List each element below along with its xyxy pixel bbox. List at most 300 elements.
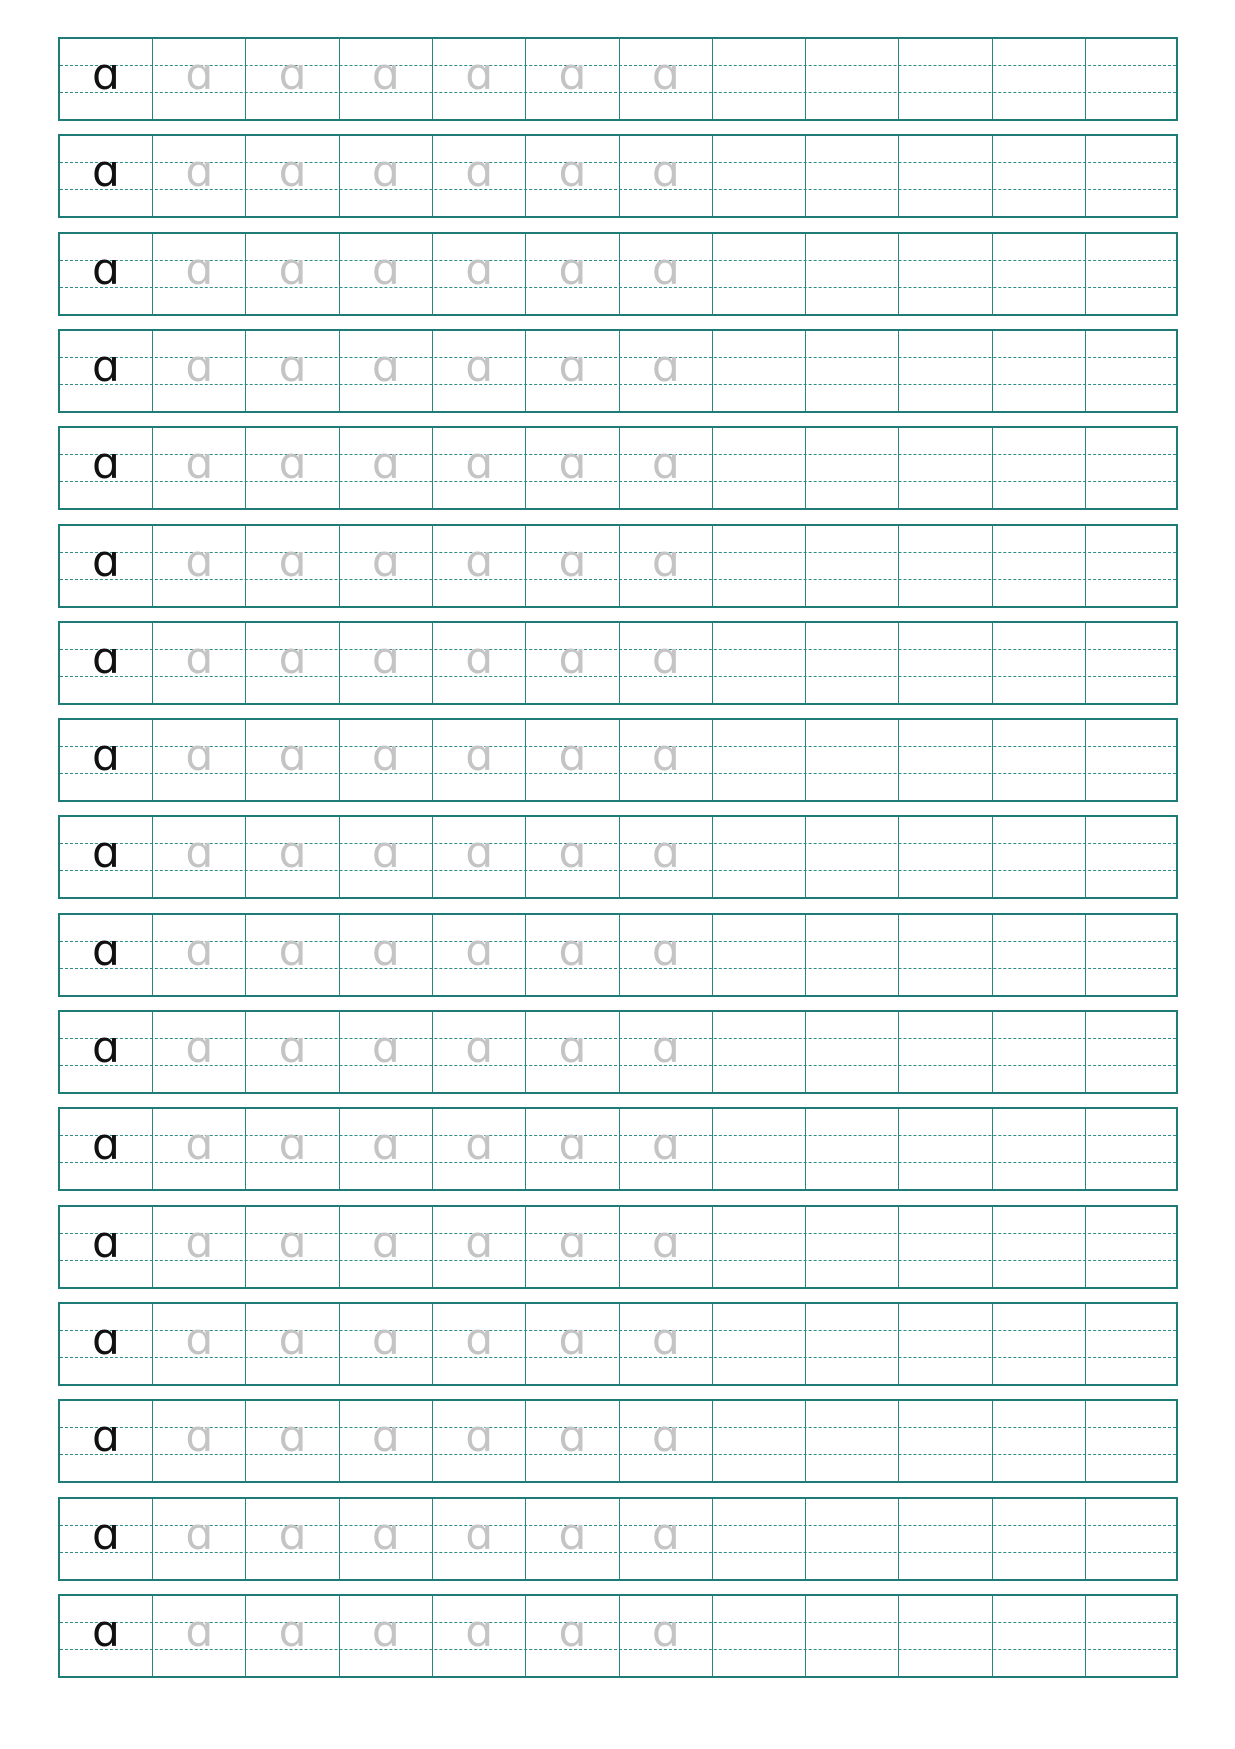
trace-letter: ɑ <box>558 632 587 684</box>
blank-cell <box>993 39 1086 119</box>
trace-letter: ɑ <box>371 632 400 684</box>
model-letter: ɑ <box>92 438 120 490</box>
blank-cell <box>900 136 993 216</box>
practice-row <box>58 1107 1178 1191</box>
trace-letter: ɑ <box>558 1216 587 1268</box>
trace-letter: ɑ <box>185 535 214 587</box>
trace-letter: ɑ <box>465 49 494 100</box>
model-letter: ɑ <box>92 1022 120 1073</box>
blank-cell <box>713 1207 806 1287</box>
blank-cell <box>806 1596 899 1676</box>
trace-letter: ɑ <box>371 1411 400 1463</box>
trace-cell <box>153 720 246 800</box>
practice-row <box>58 1010 1178 1094</box>
blank-cell <box>713 1596 806 1676</box>
model-letter: ɑ <box>92 827 120 879</box>
blank-cell <box>900 234 993 314</box>
trace-cell <box>620 1012 713 1092</box>
trace-cell <box>433 1596 526 1676</box>
blank-cell <box>900 1012 993 1092</box>
trace-cell <box>153 136 246 216</box>
trace-letter: ɑ <box>371 438 400 490</box>
trace-letter: ɑ <box>465 243 494 295</box>
trace-cell <box>620 1304 713 1384</box>
blank-cell <box>806 428 899 508</box>
model-cell <box>60 623 153 703</box>
blank-cell <box>900 526 993 606</box>
blank-cell <box>1086 720 1179 800</box>
practice-row <box>58 621 1178 705</box>
trace-cell <box>527 1304 620 1384</box>
trace-letter: ɑ <box>558 535 587 587</box>
blank-cell <box>1086 1012 1179 1092</box>
trace-letter: ɑ <box>371 243 400 295</box>
trace-letter: ɑ <box>465 632 494 684</box>
trace-cell <box>153 39 246 119</box>
blank-cell <box>1086 1207 1179 1287</box>
trace-cell <box>247 331 340 411</box>
trace-cell <box>340 428 433 508</box>
blank-cell <box>713 1304 806 1384</box>
trace-cell <box>527 1499 620 1579</box>
trace-cell <box>340 720 433 800</box>
blank-cell <box>806 136 899 216</box>
trace-cell <box>433 720 526 800</box>
trace-cell <box>340 1401 433 1481</box>
trace-cell <box>527 39 620 119</box>
trace-cell <box>433 817 526 897</box>
trace-letter: ɑ <box>278 243 307 295</box>
trace-letter: ɑ <box>278 924 307 976</box>
trace-cell <box>527 1012 620 1092</box>
trace-cell <box>433 1207 526 1287</box>
practice-row <box>58 1302 1178 1386</box>
blank-cell <box>993 1304 1086 1384</box>
trace-letter: ɑ <box>278 1022 307 1073</box>
practice-row <box>58 426 1178 510</box>
practice-row <box>58 1594 1178 1678</box>
blank-cell <box>1086 526 1179 606</box>
trace-cell <box>433 526 526 606</box>
trace-cell <box>433 136 526 216</box>
blank-cell <box>993 526 1086 606</box>
trace-cell <box>247 1012 340 1092</box>
trace-cell <box>433 1499 526 1579</box>
model-letter: ɑ <box>92 1411 120 1463</box>
blank-cell <box>900 720 993 800</box>
trace-cell <box>620 526 713 606</box>
trace-cell <box>620 331 713 411</box>
trace-letter: ɑ <box>278 1216 307 1268</box>
blank-cell <box>993 817 1086 897</box>
model-cell <box>60 720 153 800</box>
blank-cell <box>713 526 806 606</box>
trace-cell <box>527 915 620 995</box>
blank-cell <box>713 1109 806 1189</box>
trace-letter: ɑ <box>185 1119 214 1171</box>
blank-cell <box>713 623 806 703</box>
trace-cell <box>247 1596 340 1676</box>
trace-cell <box>247 1499 340 1579</box>
model-cell <box>60 1109 153 1189</box>
model-cell <box>60 39 153 119</box>
trace-cell <box>433 1304 526 1384</box>
trace-letter: ɑ <box>371 1216 400 1268</box>
blank-cell <box>713 331 806 411</box>
blank-cell <box>993 623 1086 703</box>
trace-letter: ɑ <box>278 340 307 392</box>
trace-letter: ɑ <box>278 146 307 198</box>
blank-cell <box>806 1109 899 1189</box>
trace-letter: ɑ <box>185 438 214 490</box>
model-cell <box>60 1401 153 1481</box>
trace-letter: ɑ <box>278 827 307 879</box>
practice-row <box>58 37 1178 121</box>
trace-letter: ɑ <box>558 49 587 100</box>
blank-cell <box>993 1499 1086 1579</box>
trace-letter: ɑ <box>558 438 587 490</box>
blank-cell <box>806 234 899 314</box>
trace-letter: ɑ <box>651 243 680 295</box>
trace-letter: ɑ <box>371 924 400 976</box>
trace-letter: ɑ <box>185 1313 214 1365</box>
trace-cell <box>247 623 340 703</box>
model-cell <box>60 1304 153 1384</box>
trace-letter: ɑ <box>465 1216 494 1268</box>
trace-cell <box>620 1109 713 1189</box>
trace-letter: ɑ <box>465 730 494 782</box>
trace-letter: ɑ <box>185 924 214 976</box>
trace-cell <box>153 1012 246 1092</box>
trace-letter: ɑ <box>185 1216 214 1268</box>
blank-cell <box>806 1207 899 1287</box>
blank-cell <box>1086 428 1179 508</box>
model-cell <box>60 915 153 995</box>
model-letter: ɑ <box>92 340 120 392</box>
trace-letter: ɑ <box>185 1508 214 1560</box>
trace-cell <box>620 817 713 897</box>
trace-letter: ɑ <box>651 924 680 976</box>
trace-cell <box>247 1304 340 1384</box>
trace-letter: ɑ <box>371 1022 400 1073</box>
trace-cell <box>153 1596 246 1676</box>
trace-letter: ɑ <box>558 1605 587 1657</box>
trace-letter: ɑ <box>371 1605 400 1657</box>
blank-cell <box>1086 136 1179 216</box>
model-cell <box>60 526 153 606</box>
practice-row <box>58 1497 1178 1581</box>
trace-cell <box>340 1304 433 1384</box>
trace-letter: ɑ <box>465 1508 494 1560</box>
trace-cell <box>620 234 713 314</box>
trace-letter: ɑ <box>465 827 494 879</box>
blank-cell <box>1086 1304 1179 1384</box>
blank-cell <box>993 1207 1086 1287</box>
practice-row <box>58 524 1178 608</box>
blank-cell <box>713 428 806 508</box>
trace-cell <box>620 720 713 800</box>
trace-letter: ɑ <box>371 49 400 100</box>
trace-letter: ɑ <box>558 1022 587 1073</box>
trace-letter: ɑ <box>651 1411 680 1463</box>
trace-letter: ɑ <box>465 146 494 198</box>
trace-letter: ɑ <box>558 827 587 879</box>
blank-cell <box>713 234 806 314</box>
model-letter: ɑ <box>92 1216 120 1268</box>
trace-letter: ɑ <box>371 730 400 782</box>
model-letter: ɑ <box>92 1508 120 1560</box>
trace-cell <box>153 1109 246 1189</box>
trace-letter: ɑ <box>371 340 400 392</box>
trace-cell <box>340 817 433 897</box>
trace-letter: ɑ <box>465 1119 494 1171</box>
trace-letter: ɑ <box>651 49 680 100</box>
trace-letter: ɑ <box>371 1508 400 1560</box>
trace-letter: ɑ <box>278 1508 307 1560</box>
model-letter: ɑ <box>92 1605 120 1657</box>
model-letter: ɑ <box>92 146 120 198</box>
trace-cell <box>340 1012 433 1092</box>
blank-cell <box>900 1109 993 1189</box>
blank-cell <box>900 623 993 703</box>
trace-cell <box>527 1207 620 1287</box>
trace-cell <box>527 1401 620 1481</box>
blank-cell <box>900 39 993 119</box>
trace-letter: ɑ <box>185 1022 214 1073</box>
trace-cell <box>247 1401 340 1481</box>
model-cell <box>60 428 153 508</box>
trace-cell <box>620 1401 713 1481</box>
model-cell <box>60 1207 153 1287</box>
trace-cell <box>340 1596 433 1676</box>
trace-cell <box>153 526 246 606</box>
blank-cell <box>1086 1401 1179 1481</box>
practice-row <box>58 134 1178 218</box>
trace-letter: ɑ <box>371 827 400 879</box>
blank-cell <box>806 623 899 703</box>
trace-cell <box>620 1596 713 1676</box>
blank-cell <box>900 1304 993 1384</box>
trace-cell <box>527 136 620 216</box>
blank-cell <box>900 915 993 995</box>
trace-cell <box>247 1207 340 1287</box>
trace-cell <box>527 331 620 411</box>
blank-cell <box>806 915 899 995</box>
practice-row <box>58 329 1178 413</box>
trace-letter: ɑ <box>651 1216 680 1268</box>
trace-cell <box>340 331 433 411</box>
trace-cell <box>247 817 340 897</box>
blank-cell <box>993 720 1086 800</box>
trace-cell <box>153 1499 246 1579</box>
blank-cell <box>993 331 1086 411</box>
trace-cell <box>433 1401 526 1481</box>
trace-letter: ɑ <box>651 146 680 198</box>
trace-cell <box>153 817 246 897</box>
trace-cell <box>527 1596 620 1676</box>
trace-cell <box>340 136 433 216</box>
blank-cell <box>1086 623 1179 703</box>
trace-cell <box>527 720 620 800</box>
blank-cell <box>713 39 806 119</box>
blank-cell <box>1086 1109 1179 1189</box>
blank-cell <box>993 1596 1086 1676</box>
trace-cell <box>527 623 620 703</box>
trace-letter: ɑ <box>278 1119 307 1171</box>
trace-cell <box>340 1109 433 1189</box>
blank-cell <box>713 1401 806 1481</box>
trace-letter: ɑ <box>558 1313 587 1365</box>
practice-row <box>58 232 1178 316</box>
trace-cell <box>527 817 620 897</box>
trace-cell <box>527 1109 620 1189</box>
blank-cell <box>1086 331 1179 411</box>
trace-cell <box>340 1499 433 1579</box>
trace-letter: ɑ <box>465 340 494 392</box>
trace-letter: ɑ <box>278 535 307 587</box>
trace-letter: ɑ <box>185 243 214 295</box>
trace-letter: ɑ <box>185 49 214 100</box>
trace-letter: ɑ <box>185 1411 214 1463</box>
blank-cell <box>713 915 806 995</box>
trace-letter: ɑ <box>465 1022 494 1073</box>
trace-letter: ɑ <box>651 827 680 879</box>
trace-letter: ɑ <box>651 535 680 587</box>
blank-cell <box>900 331 993 411</box>
trace-letter: ɑ <box>185 730 214 782</box>
practice-row <box>58 815 1178 899</box>
model-letter: ɑ <box>92 730 120 782</box>
blank-cell <box>806 720 899 800</box>
trace-cell <box>620 136 713 216</box>
blank-cell <box>900 1401 993 1481</box>
trace-letter: ɑ <box>558 1411 587 1463</box>
model-letter: ɑ <box>92 49 120 100</box>
blank-cell <box>993 915 1086 995</box>
trace-cell <box>247 915 340 995</box>
blank-cell <box>900 1207 993 1287</box>
trace-cell <box>340 1207 433 1287</box>
trace-letter: ɑ <box>278 730 307 782</box>
trace-cell <box>620 915 713 995</box>
trace-cell <box>620 39 713 119</box>
model-letter: ɑ <box>92 243 120 295</box>
model-letter: ɑ <box>92 535 120 587</box>
trace-letter: ɑ <box>278 438 307 490</box>
trace-letter: ɑ <box>185 340 214 392</box>
blank-cell <box>993 1109 1086 1189</box>
model-cell <box>60 136 153 216</box>
trace-cell <box>620 1499 713 1579</box>
trace-letter: ɑ <box>558 146 587 198</box>
blank-cell <box>806 1499 899 1579</box>
trace-letter: ɑ <box>278 1313 307 1365</box>
blank-cell <box>806 817 899 897</box>
trace-cell <box>527 526 620 606</box>
blank-cell <box>713 720 806 800</box>
trace-cell <box>340 39 433 119</box>
trace-cell <box>433 915 526 995</box>
blank-cell <box>806 331 899 411</box>
trace-cell <box>620 623 713 703</box>
trace-letter: ɑ <box>278 49 307 100</box>
trace-cell <box>527 428 620 508</box>
trace-cell <box>433 1012 526 1092</box>
trace-letter: ɑ <box>558 1508 587 1560</box>
trace-cell <box>247 234 340 314</box>
trace-letter: ɑ <box>651 340 680 392</box>
trace-letter: ɑ <box>465 1411 494 1463</box>
trace-letter: ɑ <box>651 438 680 490</box>
trace-letter: ɑ <box>465 1313 494 1365</box>
trace-cell <box>247 720 340 800</box>
blank-cell <box>1086 1499 1179 1579</box>
blank-cell <box>713 136 806 216</box>
trace-cell <box>433 428 526 508</box>
trace-letter: ɑ <box>465 924 494 976</box>
model-cell <box>60 331 153 411</box>
blank-cell <box>993 1012 1086 1092</box>
trace-cell <box>247 526 340 606</box>
trace-letter: ɑ <box>558 340 587 392</box>
trace-letter: ɑ <box>651 1313 680 1365</box>
trace-cell <box>153 915 246 995</box>
model-cell <box>60 817 153 897</box>
trace-letter: ɑ <box>558 730 587 782</box>
trace-cell <box>433 234 526 314</box>
trace-letter: ɑ <box>278 1605 307 1657</box>
model-letter: ɑ <box>92 924 120 976</box>
trace-cell <box>433 39 526 119</box>
trace-letter: ɑ <box>651 1605 680 1657</box>
trace-cell <box>340 526 433 606</box>
trace-letter: ɑ <box>558 924 587 976</box>
trace-cell <box>247 39 340 119</box>
trace-letter: ɑ <box>278 1411 307 1463</box>
blank-cell <box>713 1499 806 1579</box>
trace-cell <box>153 623 246 703</box>
practice-row <box>58 1399 1178 1483</box>
trace-cell <box>433 623 526 703</box>
blank-cell <box>1086 234 1179 314</box>
practice-row <box>58 913 1178 997</box>
blank-cell <box>900 1596 993 1676</box>
practice-row <box>58 1205 1178 1289</box>
trace-cell <box>247 136 340 216</box>
trace-letter: ɑ <box>558 243 587 295</box>
blank-cell <box>900 428 993 508</box>
blank-cell <box>713 817 806 897</box>
trace-cell <box>153 331 246 411</box>
trace-cell <box>247 428 340 508</box>
trace-cell <box>620 428 713 508</box>
trace-cell <box>620 1207 713 1287</box>
blank-cell <box>993 136 1086 216</box>
trace-letter: ɑ <box>651 730 680 782</box>
trace-cell <box>153 1207 246 1287</box>
blank-cell <box>900 817 993 897</box>
trace-letter: ɑ <box>651 632 680 684</box>
trace-letter: ɑ <box>185 1605 214 1657</box>
trace-letter: ɑ <box>185 632 214 684</box>
trace-cell <box>247 1109 340 1189</box>
trace-letter: ɑ <box>651 1119 680 1171</box>
blank-cell <box>1086 1596 1179 1676</box>
trace-cell <box>433 331 526 411</box>
trace-letter: ɑ <box>371 1119 400 1171</box>
blank-cell <box>806 1304 899 1384</box>
trace-cell <box>340 623 433 703</box>
